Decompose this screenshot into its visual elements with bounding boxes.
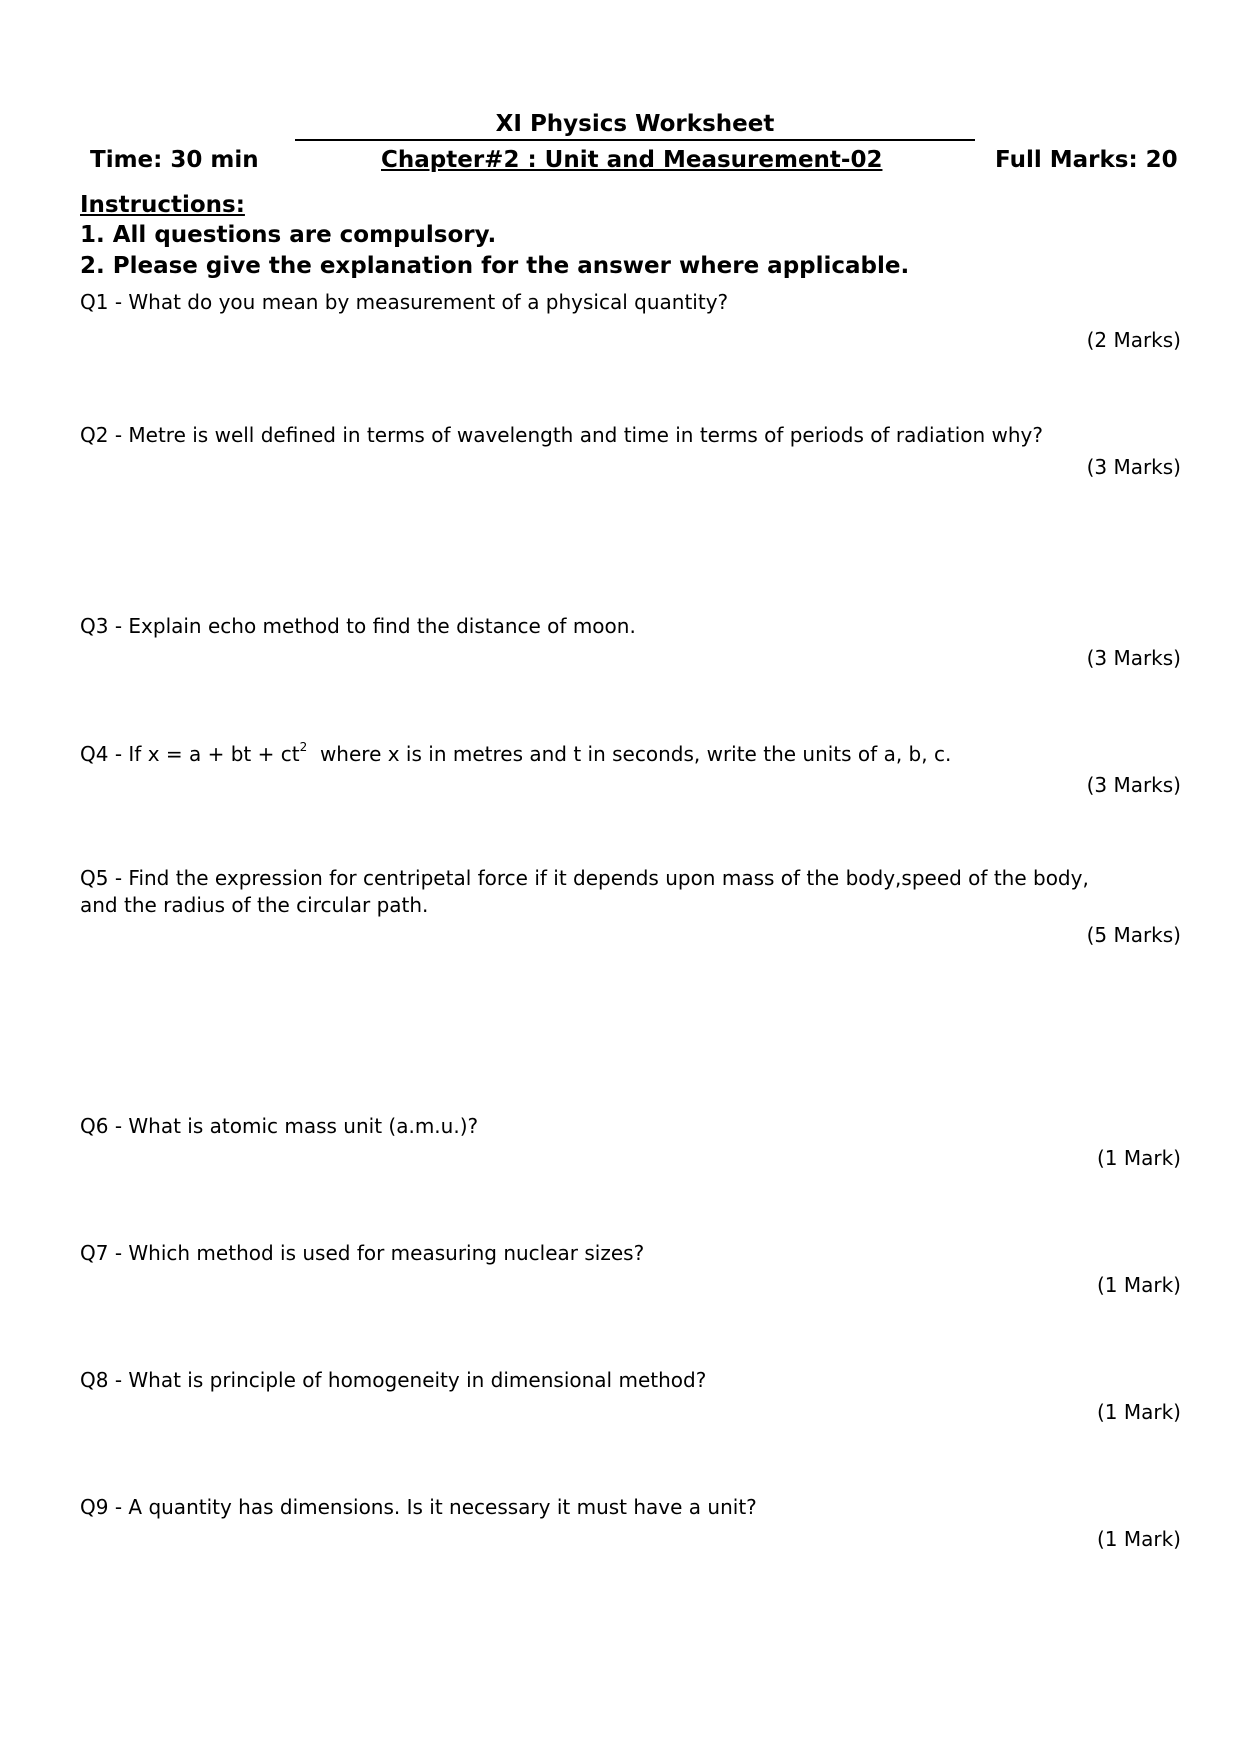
question-4-marks: (3 Marks): [1086, 773, 1181, 797]
question-7-marks: (1 Mark): [1096, 1273, 1181, 1297]
question-7: Q7 - Which method is used for measuring nuclear sizes?: [80, 1241, 645, 1265]
question-5-marks: (5 Marks): [1086, 923, 1181, 947]
question-5-line-1: Q5 - Find the expression for centripetal force if it depends upon mass of the body,speed of the body,: [80, 866, 1089, 890]
question-9-marks: (1 Mark): [1096, 1527, 1181, 1551]
question-4-text-after: where x is in metres and t in seconds, write the units of a, b, c.: [307, 742, 952, 766]
question-5-line-2: and the radius of the circular path.: [80, 893, 429, 917]
instruction-item: 1. All questions are compulsory.: [80, 222, 497, 248]
question-6: Q6 - What is atomic mass unit (a.m.u.)?: [80, 1114, 479, 1138]
chapter-heading: Chapter#2 : Unit and Measurement-02: [381, 147, 883, 173]
question-4-exponent: 2: [299, 740, 308, 754]
question-6-marks: (1 Mark): [1096, 1146, 1181, 1170]
full-marks: Full Marks: 20: [995, 147, 1178, 173]
time-limit: Time: 30 min: [90, 147, 259, 173]
question-2-marks: (3 Marks): [1086, 455, 1181, 479]
worksheet-title: XI Physics Worksheet: [495, 111, 775, 137]
question-1: Q1 - What do you mean by measurement of a physical quantity?: [80, 290, 729, 314]
question-4-text-before: Q4 - If x = a + bt + ct: [80, 742, 300, 766]
title-underline: [295, 139, 975, 141]
question-4: [80, 742, 951, 766]
instruction-item: 2. Please give the explanation for the answer where applicable.: [80, 253, 910, 279]
question-9: Q9 - A quantity has dimensions. Is it necessary it must have a unit?: [80, 1495, 757, 1519]
question-3-marks: (3 Marks): [1086, 646, 1181, 670]
question-8: Q8 - What is principle of homogeneity in dimensional method?: [80, 1368, 707, 1392]
question-8-marks: (1 Mark): [1096, 1400, 1181, 1424]
question-1-marks: (2 Marks): [1086, 328, 1181, 352]
instructions-heading: Instructions:: [80, 192, 245, 218]
question-2: Q2 - Metre is well defined in terms of wavelength and time in terms of periods of radiation why?: [80, 423, 1043, 447]
question-3: Q3 - Explain echo method to find the distance of moon.: [80, 614, 636, 638]
